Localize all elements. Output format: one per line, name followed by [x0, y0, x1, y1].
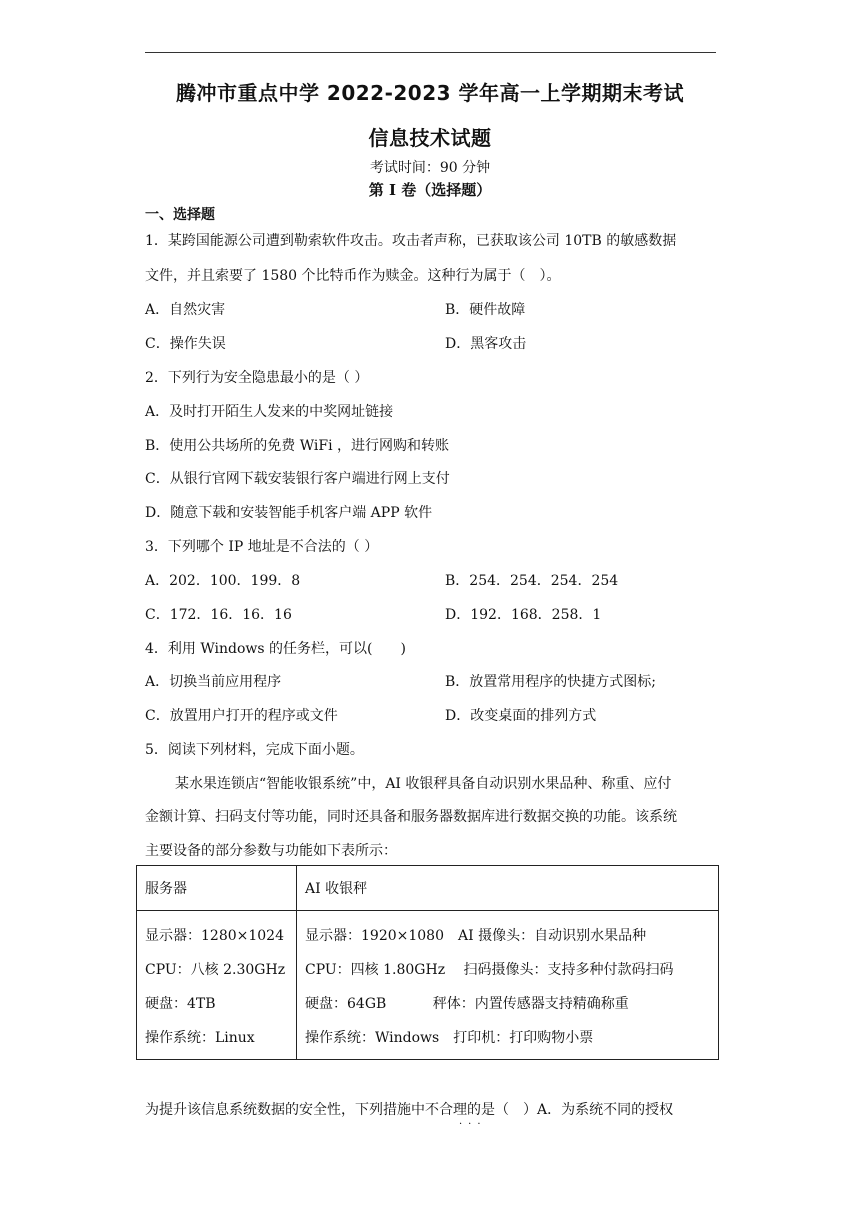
q3-stem: 3．下列哪个 IP 地址是不合法的（ ） [145, 539, 379, 555]
q4-option-b: B．放置常用程序的快捷方式图标; [445, 674, 657, 690]
q2-option-a: A．及时打开陌生人发来的中奖网址链接 [145, 404, 394, 420]
ai-scale-os: 操作系统：Windows 打印机：打印购物小票 [305, 1030, 594, 1046]
q4-option-c: C．放置用户打开的程序或文件 [145, 708, 338, 724]
ai-scale-cpu: CPU：四核 1.80GHz 扫码摄像头：支持多种付款码扫码 [305, 962, 674, 978]
q2-option-c: C．从银行官网下载安装银行客户端进行网上支付 [145, 471, 450, 487]
ai-scale-spec-cell [297, 911, 719, 1060]
q3-option-a: A．202．100．199．8 [145, 573, 301, 589]
q4-stem: 4．利用 Windows 的任务栏，可以( ) [145, 641, 406, 657]
q5-material-line3: 主要设备的部分参数与功能如下表所示： [145, 843, 397, 859]
q4-option-d: D．改变桌面的排列方式 [445, 708, 597, 724]
exam-subject: 信息技术试题 [368, 126, 492, 150]
q2-option-b: B．使用公共场所的免费 WiFi ，进行网购和转账 [145, 438, 449, 454]
q1-option-b: B．硬件故障 [445, 302, 526, 318]
device-spec-table [136, 865, 719, 1060]
emphasis-dots: ··· [459, 1119, 487, 1130]
server-os: 操作系统：Linux [145, 1030, 255, 1046]
server-spec-cell [137, 911, 297, 1060]
q1-stem-line2: 文件，并且索要了 1580 个比特币作为赎金。这种行为属于（ ）。 [145, 268, 561, 284]
table-header-server: 服务器 [137, 866, 297, 911]
q1-stem-line1: 1．某跨国能源公司遭到勒索软件攻击。攻击者声称，已获取该公司 10TB 的敏感数据 [145, 233, 677, 249]
q3-option-c: C．172．16．16．16 [145, 607, 292, 623]
volume-heading: 第 I 卷（选择题） [368, 181, 492, 199]
section-title: 一、选择题 [145, 207, 215, 223]
q4-option-a: A．切换当前应用程序 [145, 674, 282, 690]
q5-sub-question: 为提升该信息系统数据的安全性，下列措施中不合理的是（ ）A．为系统不同的授权 [145, 1102, 674, 1118]
q3-option-b: B．254．254．254．254 [445, 573, 619, 589]
q1-option-a: A．自然灾害 [145, 302, 226, 318]
q5-stem: 5．阅读下列材料，完成下面小题。 [145, 742, 364, 758]
q1-option-c: C．操作失误 [145, 336, 226, 352]
server-disk: 硬盘：4TB [145, 996, 216, 1012]
header-rule [145, 52, 716, 53]
ai-scale-disk: 硬盘：64GB 秤体：内置传感器支持精确称重 [305, 996, 629, 1012]
table-header-ai-scale: AI 收银秤 [297, 866, 719, 911]
q3-option-d: D．192．168．258．1 [445, 607, 602, 623]
q2-stem: 2．下列行为安全隐患最小的是（ ） [145, 370, 369, 386]
exam-time: 考试时间：90 分钟 [369, 160, 491, 176]
q5-material-line2: 金额计算、扫码支付等功能，同时还具备和服务器数据库进行数据交换的功能。该系统 [145, 809, 677, 825]
exam-title: 腾冲市重点中学 2022-2023 学年高一上学期期末考试 [175, 81, 685, 105]
q1-option-d: D．黑客攻击 [445, 336, 527, 352]
server-display: 显示器：1280×1024 [145, 928, 284, 944]
q2-option-d: D．随意下载和安装智能手机客户端 APP 软件 [145, 505, 433, 521]
ai-scale-display: 显示器：1920×1080 AI 摄像头：自动识别水果品种 [305, 928, 647, 944]
server-cpu: CPU：八核 2.30GHz [145, 962, 286, 978]
q5-material-line1: 某水果连锁店“智能收银系统”中，AI 收银秤具备自动识别水果品种、称重、应付 [175, 776, 672, 792]
